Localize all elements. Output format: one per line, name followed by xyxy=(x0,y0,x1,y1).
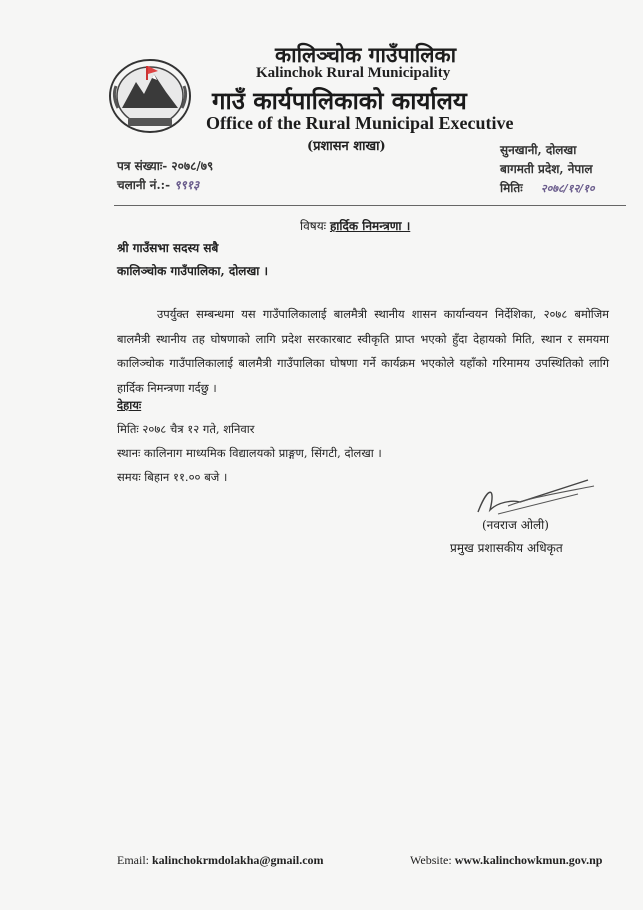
office-name-np: गाउँ कार्यपालिकाको कार्यालय xyxy=(212,86,467,115)
subject-line xyxy=(300,217,410,234)
letter-date-label: मितिः xyxy=(500,181,523,195)
recipient-line-2: कालिञ्चोक गाउँपालिका, दोलखा । xyxy=(117,264,269,278)
letter-number-label: पत्र संख्याः- xyxy=(117,159,168,173)
details-heading: देहायः xyxy=(117,398,142,412)
footer-email xyxy=(117,853,324,868)
subject-text: हार्दिक निमन्त्रणा । xyxy=(329,219,411,233)
website-url: www.kalinchowkmun.gov.np xyxy=(454,853,603,867)
event-date: मितिः २०७८ चैत्र १२ गते, शनिवार xyxy=(117,422,255,436)
dispatch-number xyxy=(117,176,199,193)
office-location: सुनखानी, दोलखा xyxy=(500,143,577,157)
dispatch-number-value: ९९१३ xyxy=(174,178,200,192)
office-name-en: Office of the Rural Municipal Executive xyxy=(206,113,514,133)
letter-number-value: २०७८/७९ xyxy=(171,159,214,173)
event-time: समयः बिहान ११.०० बजे । xyxy=(117,470,228,484)
government-emblem-icon xyxy=(108,56,192,134)
municipality-name-np: कालिञ्चोक गाउँपालिका xyxy=(275,42,457,67)
footer-website xyxy=(410,853,602,868)
signatory-title: प्रमुख प्रशासकीय अधिकृत xyxy=(450,541,563,555)
subject-label: विषयः xyxy=(300,219,327,233)
signatory-name: (नवराज ओली) xyxy=(482,518,549,532)
municipality-name-en: Kalinchok Rural Municipality xyxy=(256,65,451,81)
email-address: kalinchokrmdolakha@gmail.com xyxy=(152,853,324,867)
event-place: स्थानः कालिनाग माध्यमिक विद्यालयको प्राङ्गण, सिंगटी, दोलखा । xyxy=(117,446,382,460)
dispatch-number-label: चलानी नं.:- xyxy=(117,178,171,192)
website-label: Website: xyxy=(410,853,452,867)
letter-date xyxy=(500,179,595,196)
header-divider xyxy=(114,205,626,206)
letter-number xyxy=(117,157,213,174)
office-province: बागमती प्रदेश, नेपाल xyxy=(500,162,593,176)
branch-name: (प्रशासन शाखा) xyxy=(307,139,386,154)
letter-body: उपर्युक्त सम्बन्धमा यस गाउँपालिकालाई बालमैत्री स्थानीय शासन कार्यान्वयन निर्देशिका, २०७८ बमोजिम बालमैत्री स्थानीय तह घोषणाको लागि प्रदेश सरकारबाट स्वीकृति प्राप्त भएको हुँदा देहायको मिति, स्थान र समयमा कालिञ्चोक गाउँपालिकालाई बालमैत्री गाउँपालिका घोषणा गर्ने कार्यक्रम भएकोले यहाँको गरिमामय उपस्थितिको लागि हार्दिक निमन्त्रणा गर्दछु । xyxy=(117,307,609,395)
email-label: Email: xyxy=(117,853,149,867)
letter-date-value: २०७८/१२/१० xyxy=(540,182,595,195)
recipient-line-1: श्री गाउँसभा सदस्य सबै xyxy=(117,241,219,255)
